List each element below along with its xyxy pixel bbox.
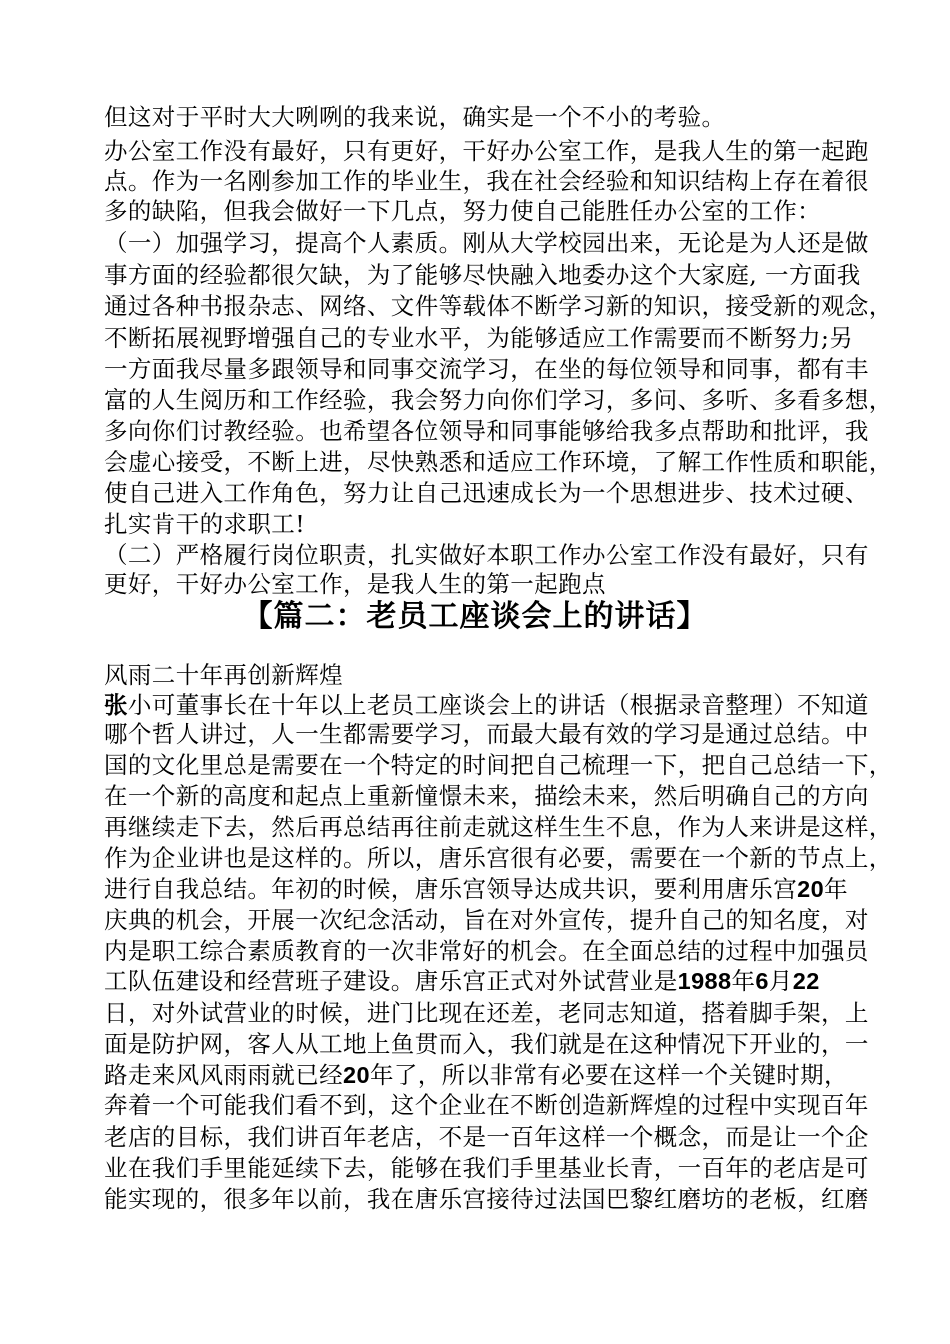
paragraph-line: 办公室工作没有最好，只有更好，干好办公室工作，是我人生的第一起跑 bbox=[104, 137, 869, 165]
first-character: 张 bbox=[104, 691, 128, 719]
paragraph-line: 业在我们手里能延续下去，能够在我们手里基业长青，一百年的老店是可 bbox=[104, 1154, 869, 1182]
paragraph-line: 点。作为一名刚参加工作的毕业生，我在社会经验和知识结构上存在着很 bbox=[104, 167, 869, 195]
number-month: 6 bbox=[755, 968, 769, 994]
line-text: 年 bbox=[731, 967, 756, 995]
paragraph-line: 富的人生阅历和工作经验，我会努力向你们学习，多问、多听、多看多想， bbox=[104, 386, 893, 414]
paragraph-line: 奔着一个可能我们看不到，这个企业在不断创造新辉煌的过程中实现百年 bbox=[104, 1091, 869, 1119]
paragraph-line: 更好，干好办公室工作，是我人生的第一起跑点 bbox=[104, 570, 606, 598]
section-subtitle: 风雨二十年再创新辉煌 bbox=[104, 661, 343, 689]
paragraph-line: （二）严格履行岗位职责，扎实做好本职工作办公室工作没有最好，只有 bbox=[104, 541, 869, 569]
paragraph-line: 一方面我尽量多跟领导和同事交流学习，在坐的每位领导和同事，都有丰 bbox=[104, 355, 869, 383]
line-text: 年 bbox=[824, 875, 848, 903]
line-text: 进行自我总结。年初的时候，唐乐宫领导达成共识，要利用唐乐宫 bbox=[104, 875, 798, 903]
paragraph-line: 会虚心接受，不断上进，尽快熟悉和适应工作环境，了解工作性质和职能， bbox=[104, 448, 893, 476]
paragraph-line: 国的文化里总是需要在一个特定的时间把自己梳理一下，把自己总结一下， bbox=[104, 751, 893, 779]
paragraph-line: 多向你们讨教经验。也希望各位领导和同事能够给我多点帮助和批评，我 bbox=[104, 417, 869, 445]
paragraph-line: 哪个哲人讲过，人一生都需要学习，而最大最有效的学习是通过总结。中 bbox=[104, 720, 869, 748]
paragraph-line: 多的缺陷，但我会做好一下几点，努力使自己能胜任办公室的工作： bbox=[104, 197, 821, 225]
paragraph-line bbox=[104, 1058, 848, 1092]
line-text: 路走来风风雨雨就已经 bbox=[104, 1061, 343, 1089]
paragraph-line: 再继续走下去，然后再总结再往前走就这样生生不息，作为人来讲是这样， bbox=[104, 813, 893, 841]
number-day: 22 bbox=[792, 968, 820, 994]
paragraph-line: 使自己进入工作角色，努力让自己迅速成长为一个思想进步、技术过硬、 bbox=[104, 479, 869, 507]
paragraph-line: 事方面的经验都很欠缺，为了能够尽快融入地委办这个大家庭, 一方面我 bbox=[104, 261, 861, 289]
number-20: 20 bbox=[343, 1062, 370, 1088]
paragraph-line: 扎实肯干的求职工! bbox=[104, 510, 306, 538]
line-text: 工队伍建设和经营班子建设。唐乐宫正式对外试营业是 bbox=[104, 967, 678, 995]
paragraph-line: 通过各种书报杂志、网络、文件等载体不断学习新的知识，接受新的观念， bbox=[104, 292, 893, 320]
paragraph-line: （一）加强学习，提高个人素质。刚从大学校园出来，无论是为人还是做 bbox=[104, 229, 869, 257]
paragraph-line: 不断拓展视野增强自己的专业水平，为能够适应工作需要而不断努力;另 bbox=[104, 324, 854, 352]
paragraph-line: 庆典的机会，开展一次纪念活动，旨在对外宣传，提升自己的知名度，对 bbox=[104, 906, 869, 934]
paragraph-line: 内是职工综合素质教育的一次非常好的机会。在全面总结的过程中加强员 bbox=[104, 937, 869, 965]
paragraph-line: 在一个新的高度和起点上重新憧憬未来，描绘未来，然后明确自己的方向 bbox=[104, 782, 869, 810]
paragraph-line: 能实现的，很多年以前，我在唐乐宫接待过法国巴黎红磨坊的老板，红磨 bbox=[104, 1185, 869, 1213]
line-text: 年了，所以非常有必要在这样一个关键时期， bbox=[369, 1061, 848, 1089]
paragraph-line: 作为企业讲也是这样的。所以，唐乐宫很有必要，需要在一个新的节点上， bbox=[104, 844, 893, 872]
number-20: 20 bbox=[797, 876, 825, 902]
paragraph-line: 面是防护网，客人从工地上鱼贯而入，我们就是在这种情况下开业的，一 bbox=[104, 1030, 869, 1058]
paragraph-line: 老店的目标，我们讲百年老店，不是一百年这样一个概念，而是让一个企 bbox=[104, 1123, 869, 1151]
line-text: 小可董事长在十年以上老员工座谈会上的讲话（根据录音整理）不知道 bbox=[127, 691, 869, 719]
paragraph-line bbox=[104, 872, 848, 906]
paragraph-line: 但这对于平时大大咧咧的我来说，确实是一个不小的考验。 bbox=[104, 103, 726, 131]
paragraph-line: 日，对外试营业的时候，进门比现在还差，老同志知道，搭着脚手架，上 bbox=[104, 999, 869, 1027]
line-text: 月 bbox=[768, 967, 793, 995]
section-heading: 【篇二：老员工座谈会上的讲话】 bbox=[242, 599, 708, 634]
number-year: 1988 bbox=[677, 968, 732, 994]
paragraph-line bbox=[104, 964, 820, 998]
